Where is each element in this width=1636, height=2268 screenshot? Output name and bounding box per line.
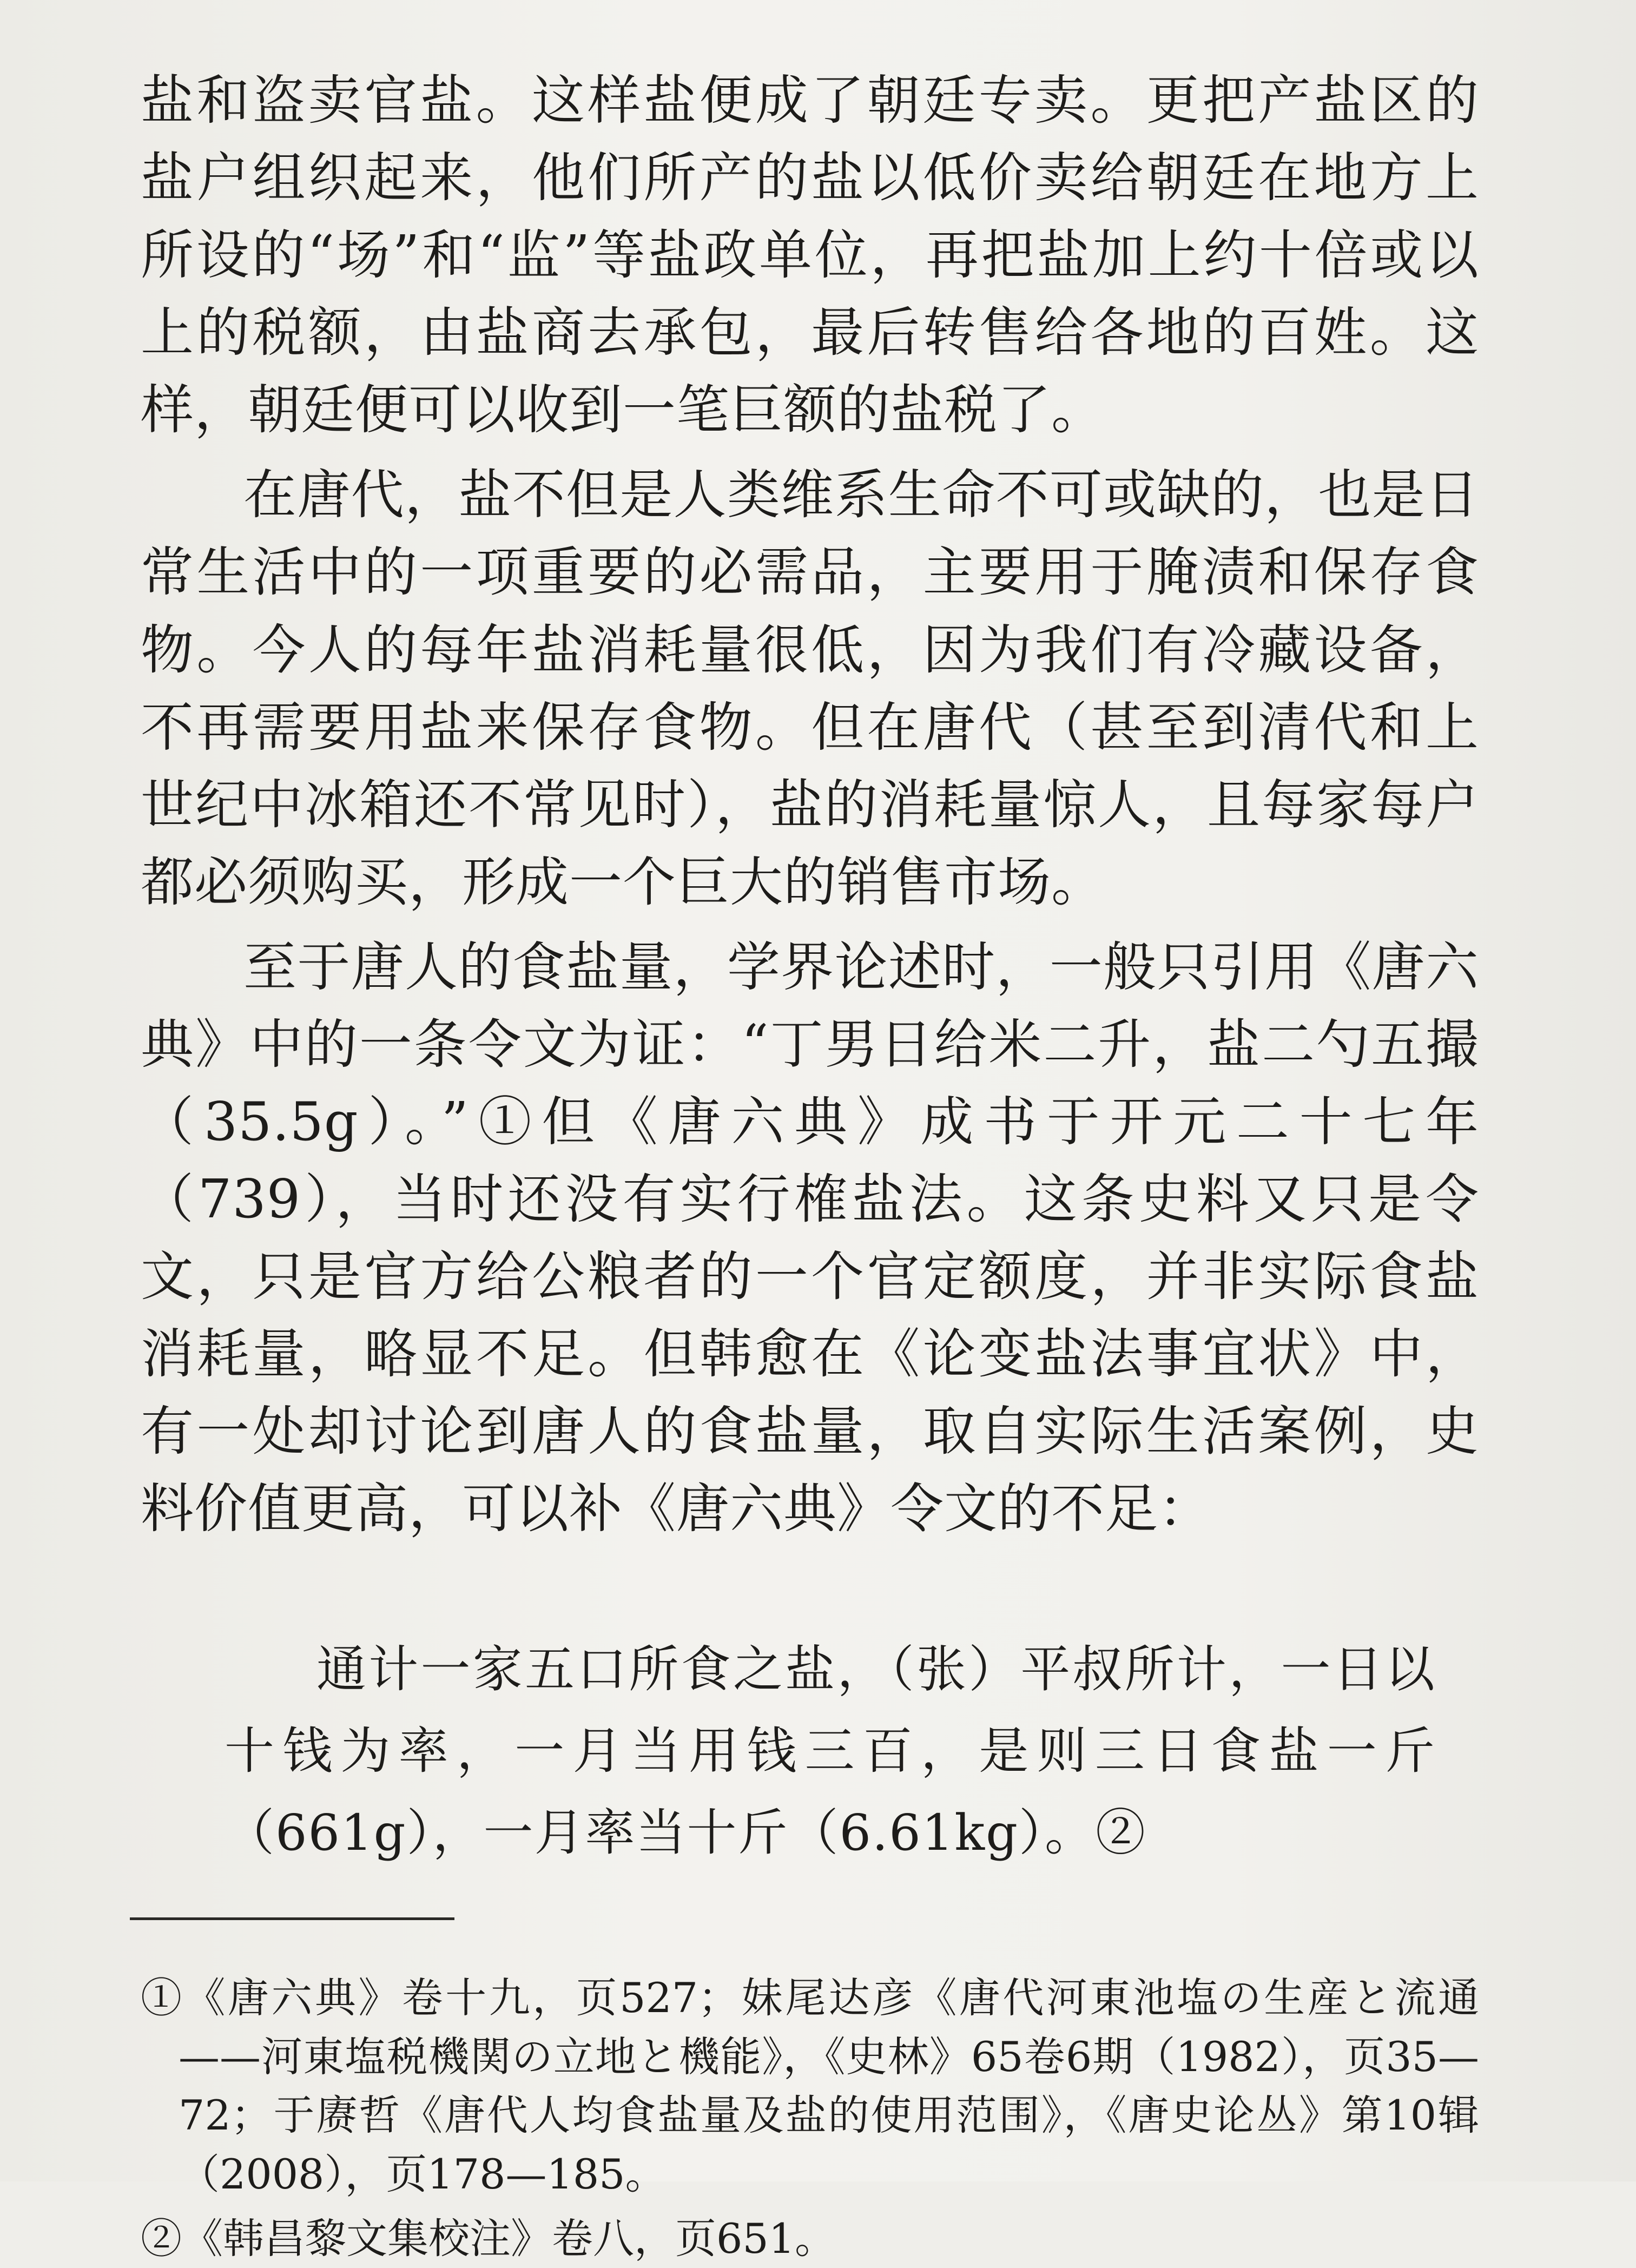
paragraph-continuation: 盐和盗卖官盐。这样盐便成了朝廷专卖。更把产盐区的盐户组织起来，他们所产的盐以低价卖给朝廷在地方上所设的“场”和“监”等盐政单位，再把盐加上约十倍或以上的税额，由盐商去承包，最后转售给各地的百姓。这样，朝廷便可以收到一笔巨额的盐税了。 <box>141 70 1479 441</box>
paragraph-salt-daily-life: 在唐代，盐不但是人类维系生命不可或缺的，也是日常生活中的一项重要的必需品，主要用于腌渍和保存食物。今人的每年盐消耗量很低，因为我们有冷藏设备，不再需要用盐来保存食物。但在唐代（甚至到清代和上世纪中冰箱还不常见时），盐的消耗量惊人，且每家每户都必须购买，形成一个巨大的销售市场。 <box>141 464 1479 913</box>
footnote-divider <box>130 1917 454 1920</box>
main-text <box>141 62 1479 1548</box>
footnote-1: ①《唐六典》卷十九，页527；妹尾达彦《唐代河東池塩の生産と流通——河東塩税機関の立地と機能》，《史林》65卷6期（1982），页35—72；于赓哲《唐代人均食盐量及盐的使用范围》，《唐史论丛》第10辑（2008），页178—185。 <box>141 1974 1479 2199</box>
footnotes <box>141 1969 1479 2268</box>
paragraph-salt-consumption: 至于唐人的食盐量，学界论述时，一般只引用《唐六典》中的一条令文为证：“丁男日给米二升，盐二勺五撮（35.5g）。”①但《唐六典》成书于开元二十七年（739），当时还没有实行榷盐法。这条史料又只是令文，只是官方给公粮者的一个官定额度，并非实际食盐消耗量，略显不足。但韩愈在《论变盐法事宜状》中，有一处却讨论到唐人的食盐量，取自实际生活案例，史料价值更高，可以补《唐六典》令文的不足： <box>141 936 1479 1540</box>
footnote-2: ②《韩昌黎文集校注》卷八，页651。 <box>141 2214 836 2263</box>
block-quote: 通计一家五口所食之盐，（张）平叔所计，一日以十钱为率，一月当用钱三百，是则三日食盐一斤（661g），一月率当十斤（6.61kg）。② <box>225 1640 1436 1862</box>
